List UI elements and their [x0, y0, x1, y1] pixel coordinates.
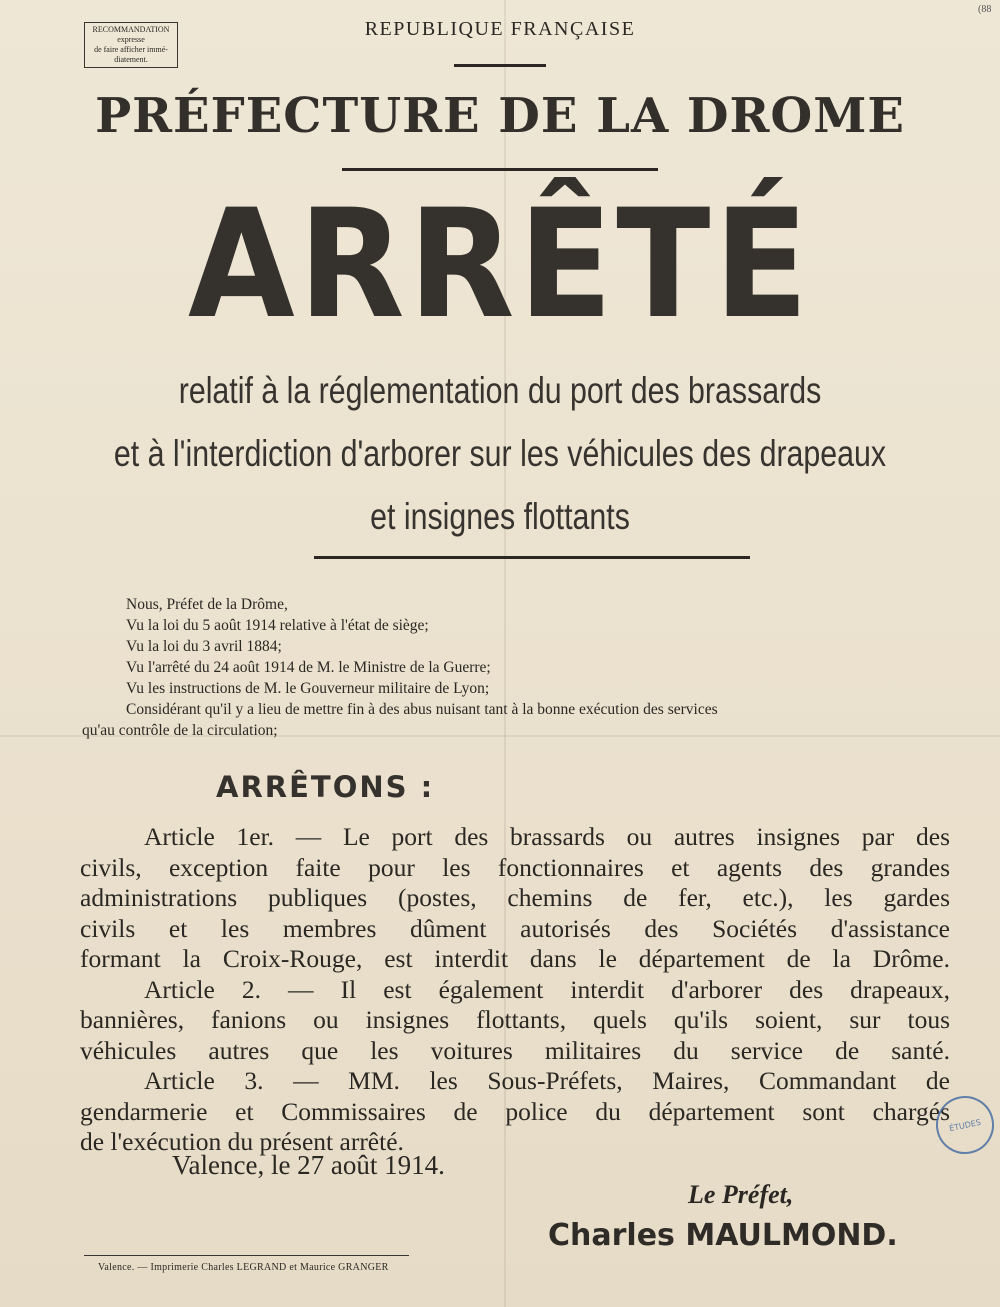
article-line: Article 1er. — Le port des brassards ou autres insignes par des	[144, 822, 950, 851]
arretons-heading: ARRÊTONS :	[216, 770, 435, 804]
printer-line: Valence. — Imprimerie Charles LEGRAND et Maurice GRANGER	[98, 1262, 389, 1273]
divider-rule	[342, 168, 658, 171]
signature-name: Charles MAULMOND.	[548, 1218, 898, 1253]
article-line: gendarmerie et Commissaires de police du département sont chargés	[80, 1096, 950, 1126]
republique-heading: REPUBLIQUE FRANÇAISE	[364, 18, 636, 40]
stamp-text: ÉTUDES	[948, 1117, 982, 1133]
reco-line: de faire afficher immé-	[94, 45, 168, 54]
preamble-line: Vu l'arrêté du 24 août 1914 de M. le Ministre de la Guerre;	[126, 659, 491, 676]
reco-line: expresse	[117, 35, 145, 44]
preamble-line: Vu les instructions de M. le Gouverneur militaire de Lyon;	[126, 680, 490, 697]
preamble-line: Considérant qu'il y a lieu de mettre fin à des abus nuisant tant à la bonne exécution des services	[126, 701, 718, 718]
subtitle-line: et insignes flottants	[370, 496, 630, 537]
article-line: civils, exception faite pour les fonctionnaires et agents des grandes	[80, 852, 950, 882]
date-line: Valence, le 27 août 1914.	[172, 1150, 445, 1180]
preamble-line: Nous, Préfet de la Drôme,	[126, 596, 288, 613]
articles	[80, 822, 950, 1158]
article-line: administrations publiques (postes, chemins de fer, etc.), les gardes	[80, 883, 950, 912]
article-line: de l'exécution du présent arrêté.	[80, 1127, 404, 1156]
preamble-line: Vu la loi du 3 avril 1884;	[126, 638, 282, 655]
article-line: civils et les membres dûment autorisés des Sociétés d'assistance	[80, 913, 950, 943]
article-line: bannières, fanions ou insignes flottants, quels qu'ils soient, sur tous	[80, 1005, 950, 1034]
divider-rule	[454, 64, 546, 67]
preamble-line: Vu la loi du 5 août 1914 relative à l'état de siège;	[126, 617, 429, 634]
corner-mark: (88	[978, 4, 992, 15]
article-line: Article 3. — MM. les Sous-Préfets, Maires, Commandant de	[144, 1066, 950, 1095]
reco-line: diatement.	[114, 55, 148, 64]
preamble	[82, 594, 952, 741]
divider-rule	[314, 556, 750, 559]
printer-rule	[84, 1255, 409, 1256]
article-line: formant la Croix-Rouge, est interdit dans le département de la Drôme.	[80, 944, 950, 973]
subtitle-line: et à l'interdiction d'arborer sur les véhicules des drapeaux	[113, 433, 887, 474]
arrete-title: ARRÊTÉ	[187, 178, 813, 352]
article-line: véhicules autres que les voitures militaires du service de santé.	[80, 1035, 950, 1065]
article-line: Article 2. — Il est également interdit d'arborer des drapeaux,	[144, 974, 950, 1004]
preamble-line: qu'au contrôle de la circulation;	[82, 722, 278, 739]
prefecture-heading: PRÉFECTURE DE LA DROME	[95, 88, 905, 144]
subtitle-line: relatif à la réglementation du port des brassards	[178, 370, 822, 411]
signature-title: Le Préfet,	[688, 1180, 794, 1209]
reco-line: RECOMMANDATION	[92, 25, 170, 34]
